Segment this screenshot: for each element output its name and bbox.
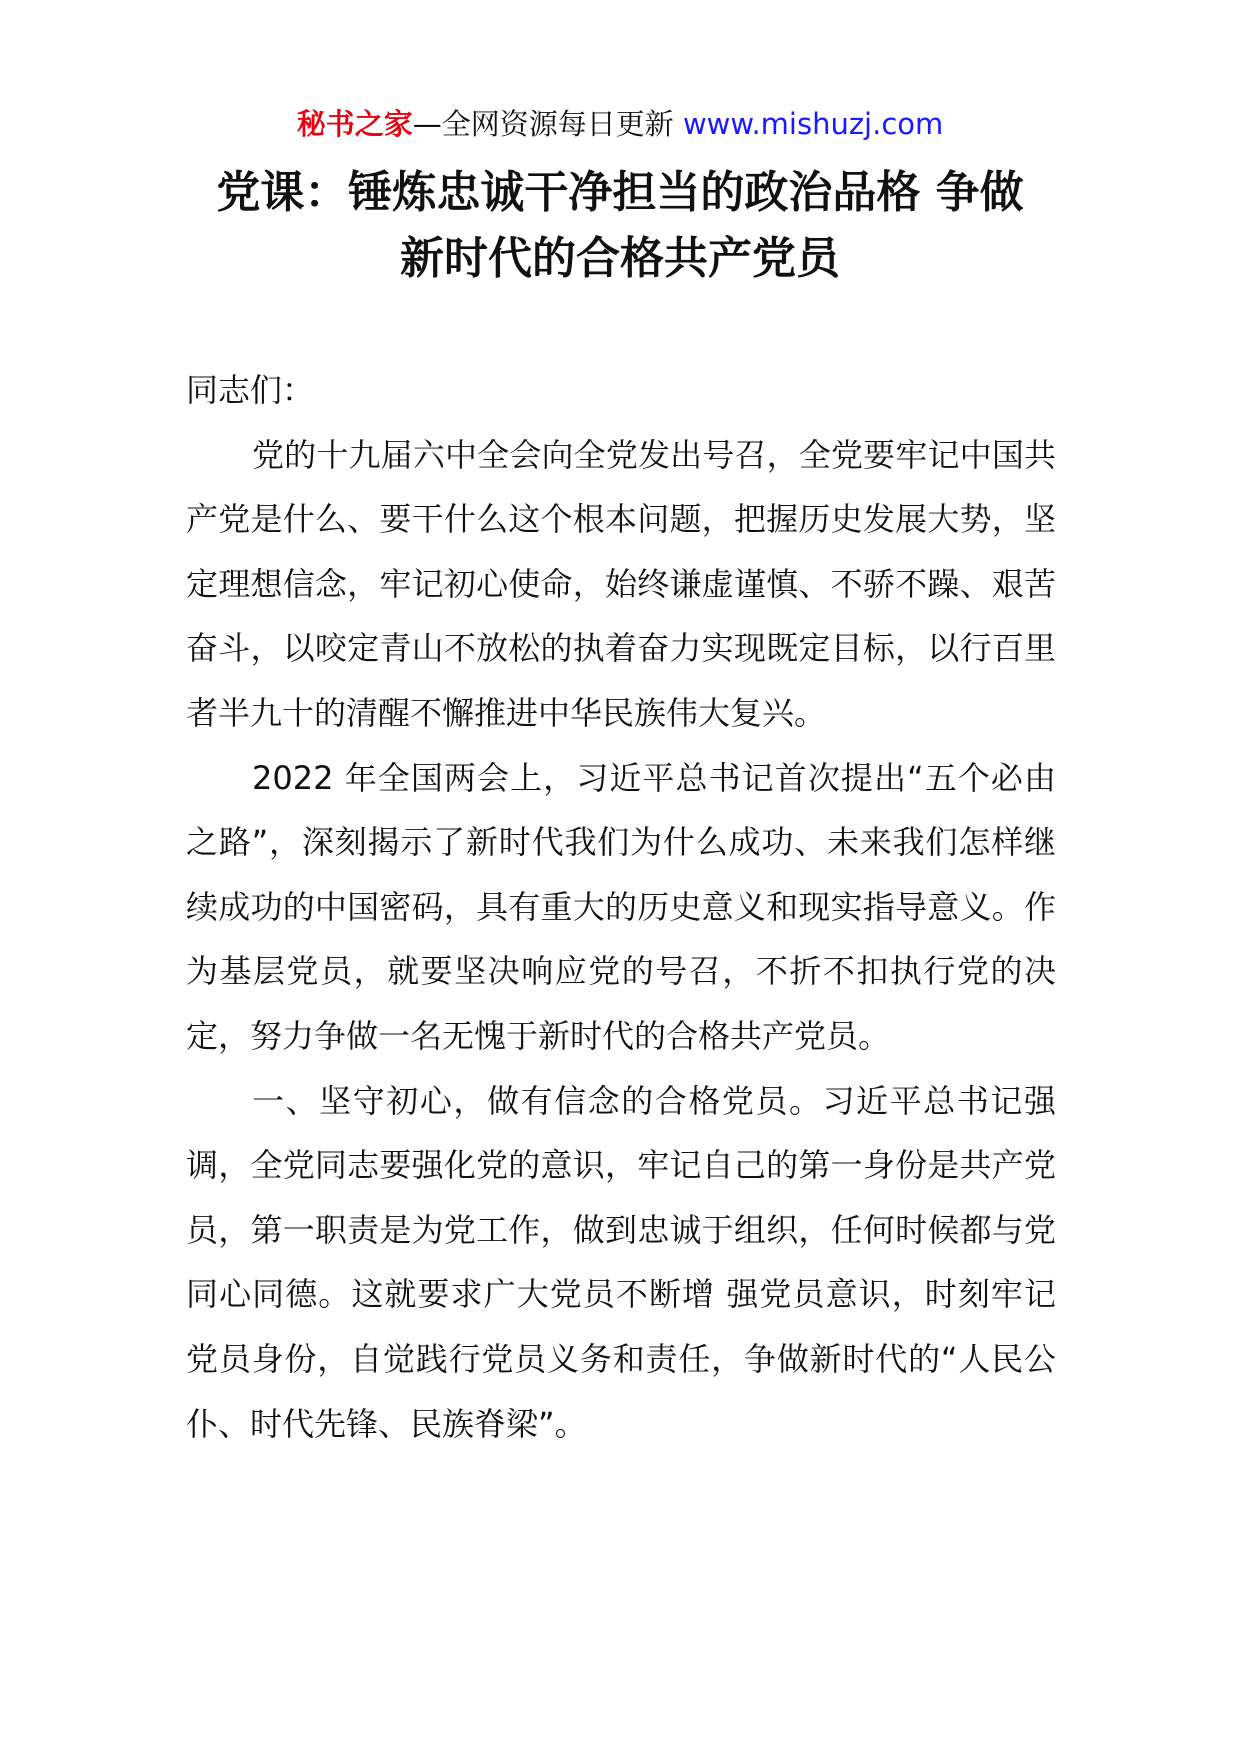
site-header [0, 102, 1240, 146]
document-body [186, 358, 1056, 1456]
paragraph-3: 一、坚守初心，做有信念的合格党员。习近平总书记强调，全党同志要强化党的意识，牢记自己的第一身份是共产党员，第一职责是为党工作，做到忠诚于组织，任何时候都与党同心同德。这就要求广大党员不断增 强党员意识，时刻牢记党员身份，自觉践行党员义务和责任，争做新时代的“人民公仆、时代先锋、民族脊梁”。 [186, 1081, 1056, 1443]
salutation: 同志们： [186, 371, 315, 409]
header-tagline: —全网资源每日更新 [412, 107, 683, 141]
brand-name: 秘书之家 [296, 107, 413, 141]
document-title [150, 160, 1090, 292]
title-line-2: 新时代的合格共产党员 [400, 233, 840, 284]
title-line-1: 党课：锤炼忠诚干净担当的政治品格 争做 [216, 167, 1024, 218]
paragraph-1: 党的十九届六中全会向全党发出号召，全党要牢记中国共产党是什么、要干什么这个根本问题，把握历史发展大势，坚定理想信念，牢记初心使命，始终谦虚谨慎、不骄不躁、艰苦奋斗，以咬定青山不放松的执着奋力实现既定目标，以行百里者半九十的清醒不懈推进中华民族伟大复兴。 [186, 435, 1056, 732]
paragraph-2: 2022 年全国两会上，习近平总书记首次提出“五个必由之路”，深刻揭示了新时代我们为什么成功、未来我们怎样继续成功的中国密码，具有重大的历史意义和现实指导意义。作为基层党员，就要坚决响应党的号召，不折不扣执行党的决定，努力争做一名无愧于新时代的合格共产党员。 [186, 758, 1056, 1055]
site-url-link[interactable]: www.mishuzj.com [682, 107, 944, 141]
